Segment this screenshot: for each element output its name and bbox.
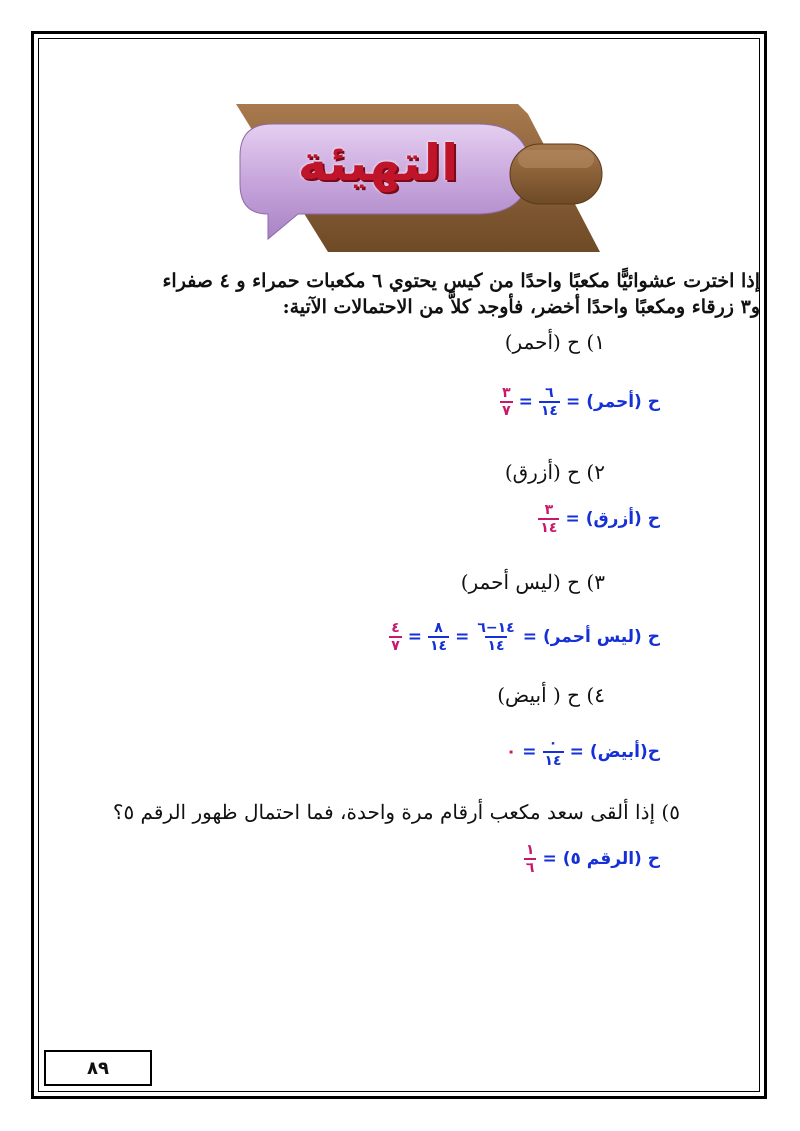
answer-2	[538, 502, 660, 536]
question-number: ٣	[594, 570, 605, 594]
result-value: ٠	[505, 742, 517, 762]
question-text: إذا ألقى سعد مكعب أرقام مرة واحدة، فما احتمال ظهور الرقم ٥؟	[112, 800, 656, 824]
fraction	[524, 842, 537, 876]
page-number: ٨٩	[87, 1057, 109, 1079]
numerator: ٣	[502, 385, 511, 401]
intro-line-2: و٣ زرقاء ومكعبًا واحدًا أخضر، فأوجد كلاًّ من الاحتمالات الآتية:	[282, 296, 760, 318]
equals-sign: =	[565, 509, 580, 529]
numerator: ٣	[544, 502, 554, 518]
question-3: ٣) ح (ليس أحمر)	[460, 570, 605, 594]
numerator: ٤	[391, 620, 400, 636]
fraction	[475, 620, 516, 654]
answer-label: ح (ليس أحمر)	[542, 627, 660, 647]
equals-sign: =	[407, 627, 422, 647]
question-2: ٢) ح (أزرق)	[504, 460, 605, 484]
numerator: ١	[525, 842, 535, 858]
denominator: ٦	[525, 860, 535, 876]
equals-sign: =	[542, 849, 557, 869]
question-text: ح (أحمر)	[504, 330, 581, 354]
equals-sign: =	[522, 627, 537, 647]
page-number-box	[44, 1050, 152, 1086]
numerator: ٦	[545, 385, 554, 401]
answer-label: ح (الرقم ٥)	[562, 849, 660, 869]
fraction	[543, 735, 564, 769]
fraction	[428, 620, 449, 654]
question-5: ٥) إذا ألقى سعد مكعب أرقام مرة واحدة، فما احتمال ظهور الرقم ٥؟	[112, 800, 680, 824]
fraction	[538, 502, 559, 536]
denominator: ١٤	[540, 520, 558, 536]
title-banner	[228, 104, 608, 254]
answer-4	[506, 735, 660, 769]
denominator: ١٤	[544, 753, 562, 769]
equals-sign: =	[455, 627, 470, 647]
denominator: ١٤	[487, 638, 505, 654]
numerator: ٠	[548, 735, 558, 751]
denominator: ١٤	[429, 638, 448, 654]
equals-sign: =	[518, 392, 533, 412]
fraction	[500, 385, 513, 419]
question-1: ١) ح (أحمر)	[504, 330, 605, 354]
question-text: ح (أزرق)	[504, 460, 581, 484]
question-number: ٢	[594, 460, 605, 484]
fraction	[539, 385, 560, 419]
answer-label: ح (أزرق)	[585, 509, 660, 529]
answer-3	[389, 620, 660, 654]
denominator: ١٤	[540, 403, 558, 419]
equals-sign: =	[522, 742, 537, 762]
answer-label: ح(أبيض)	[589, 742, 660, 762]
numerator: ١٤−٦	[477, 620, 515, 636]
question-text: ح (ليس أحمر)	[460, 570, 581, 594]
equals-sign: =	[569, 742, 584, 762]
answer-label: ح (أحمر)	[586, 392, 660, 412]
fraction	[389, 620, 402, 654]
intro-line-1: إذا اخترت عشوائيًّا مكعبًا واحدًا من كيس يحتوي ٦ مكعبات حمراء و ٤ صفراء	[162, 270, 760, 292]
answer-1	[500, 385, 660, 419]
equals-sign: =	[565, 392, 581, 412]
question-number: ٤	[594, 683, 605, 707]
question-4: ٤) ح ( أبيض)	[497, 683, 605, 707]
answer-5	[524, 842, 660, 876]
page-title: التهيئة	[297, 134, 459, 192]
question-number: ١	[594, 330, 605, 354]
denominator: ٧	[391, 638, 400, 654]
question-number: ٥	[669, 800, 680, 824]
question-text: ح ( أبيض)	[497, 683, 581, 707]
denominator: ٧	[502, 403, 511, 419]
numerator: ٨	[434, 620, 443, 636]
